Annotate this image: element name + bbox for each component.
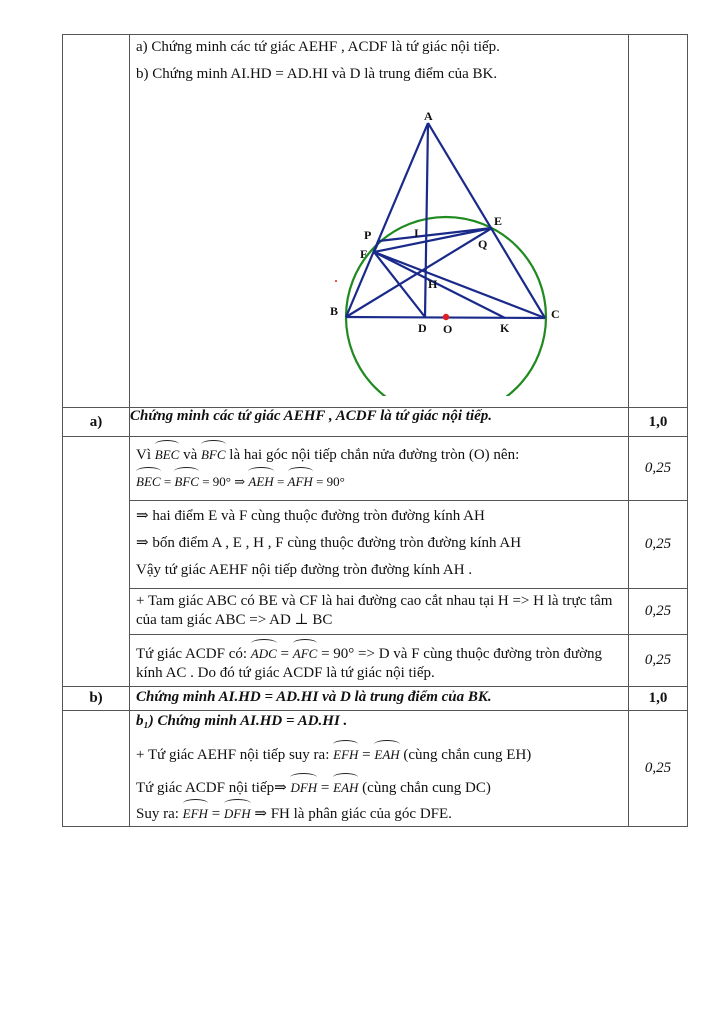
label-F: F xyxy=(360,247,368,261)
segment-FK xyxy=(374,252,505,318)
text-bisector: ⇒ FH là phân giác của góc DFE. xyxy=(254,806,452,822)
text-arc-EH: (cùng chắn cung EH) xyxy=(403,747,532,763)
stray-dot xyxy=(335,280,337,282)
part-b-subheading: b₁) Chứng minh AI.HD = AD.HI . xyxy=(136,713,348,729)
part-a-row-1-content xyxy=(130,437,629,501)
part-b-heading-row xyxy=(63,687,688,711)
label-D: D xyxy=(418,321,427,335)
angle-BFC-eq: BFC xyxy=(174,469,199,491)
text-arc-DC: (cùng chắn cung DC) xyxy=(362,780,491,796)
part-b-row-1-score: 0,25 xyxy=(629,711,688,827)
label-H: H xyxy=(428,277,438,291)
angle-ADC: ADC xyxy=(251,641,277,663)
figure-lines xyxy=(346,123,545,318)
text-va: và xyxy=(183,447,198,463)
center-point xyxy=(443,314,449,320)
empty-score-cell xyxy=(629,35,688,408)
text-suy-ra: Suy ra: xyxy=(136,806,179,822)
part-a-row-4 xyxy=(63,635,688,687)
text-acdf-intro: Tứ giác ACDF có: xyxy=(136,646,248,662)
part-a-row-3 xyxy=(63,589,688,635)
label-A: A xyxy=(424,109,433,123)
part-a-label: a) xyxy=(63,408,130,437)
angle-EFH-2: EFH xyxy=(183,801,208,823)
part-a-heading-row xyxy=(63,408,688,437)
text-reason: là hai góc nội tiếp chắn nửa đường tròn (O) nên: xyxy=(229,447,520,463)
label-I: I xyxy=(414,226,419,240)
text-eq-90b: = 90° xyxy=(316,474,345,489)
label-Q: Q xyxy=(478,237,488,251)
part-a-row-2 xyxy=(63,501,688,589)
angle-DFH: DFH xyxy=(290,775,317,797)
part-b-score: 1,0 xyxy=(629,687,688,711)
part-a-row-2-line-3: Vậy tứ giác AEHF nội tiếp đường tròn đường kính AH . xyxy=(136,562,473,578)
part-b-heading: Chứng minh AI.HD = AD.HI và D là trung điểm của BK. xyxy=(130,687,629,711)
label-B: B xyxy=(330,304,339,318)
text-aehf-intro: + Tứ giác AEHF nội tiếp suy ra: xyxy=(136,747,330,763)
empty-label-cell xyxy=(63,35,130,408)
part-a-row-2-line-1: ⇒ hai điểm E và F cùng thuộc đường tròn đường kính AH xyxy=(136,508,485,524)
part-a-row-3-line-1: + Tam giác ABC có BE và CF là hai đường cao cắt nhau tại H => H là trực tâm của tam giác ABC => AD ⊥ BC xyxy=(136,593,613,628)
angle-EAH: EAH xyxy=(374,742,399,764)
geometry-figure xyxy=(130,86,610,396)
text-acdf-conclusion: = 90° => D và F cùng thuộc đường tròn đường kính AC . Do đó tứ giác ACDF là tứ giác nội tiếp. xyxy=(136,646,603,681)
text-vi: Vì xyxy=(136,447,151,463)
problem-cell xyxy=(130,35,629,408)
solution-table xyxy=(62,34,688,827)
label-C: C xyxy=(551,307,560,321)
angle-AFC: AFC xyxy=(293,641,318,663)
part-b-spacer xyxy=(63,711,130,827)
angle-DFH-2: DFH xyxy=(224,801,251,823)
part-a-row-4-score: 0,25 xyxy=(629,635,688,687)
part-a-row-3-score: 0,25 xyxy=(629,589,688,635)
part-a-score: 1,0 xyxy=(629,408,688,437)
part-a-row-3-content xyxy=(130,589,629,635)
segment-AB xyxy=(346,123,428,317)
angle-BEC: BEC xyxy=(155,442,180,464)
part-b-line-2: Tứ giác ACDF nội tiếp⇒ DFH = EAH (cùng chắn cung DC) xyxy=(130,767,628,800)
part-a-row-2-content xyxy=(130,501,629,589)
label-P: P xyxy=(364,228,372,242)
part-a-row-4-content xyxy=(130,635,629,687)
part-b-line-1: + Tứ giác AEHF nội tiếp suy ra: EFH = EAH (cùng chắn cung EH) xyxy=(130,733,628,767)
angle-AEH: AEH xyxy=(248,469,273,491)
angle-AFH: AFH xyxy=(288,469,313,491)
part-b-line-3: Suy ra: EFH = DFH ⇒ FH là phân giác của góc DFE. xyxy=(130,800,628,826)
part-b-row-1-content xyxy=(130,711,629,827)
part-a-row-1-line-2: BEC = BFC = 90° ⇒ AEH = AFH = 90° xyxy=(130,467,628,493)
angle-EFH: EFH xyxy=(333,742,358,764)
problem-row xyxy=(63,35,688,408)
problem-line-a: a) Chứng minh các tứ giác AEHF , ACDF là tứ giác nội tiếp. xyxy=(136,39,500,55)
angle-BFC: BFC xyxy=(201,442,226,464)
text-eq-90: = 90° ⇒ xyxy=(202,474,246,489)
part-b-label: b) xyxy=(63,687,130,711)
text-acdf-intro-b: Tứ giác ACDF nội tiếp⇒ xyxy=(136,780,287,796)
part-a-row-1 xyxy=(63,437,688,501)
part-a-row-1-line-1 xyxy=(130,437,628,467)
label-O: O xyxy=(443,322,453,336)
part-a-heading: Chứng minh các tứ giác AEHF , ACDF là tứ giác nội tiếp. xyxy=(130,408,629,437)
part-a-row-4-line-1: Tứ giác ACDF có: ADC = AFC = 90° => D và F cùng thuộc đường tròn đường kính AC . Do đó tứ giác ACDF là tứ giác nội tiếp. xyxy=(130,635,628,685)
part-a-row-2-score: 0,25 xyxy=(629,501,688,589)
angle-EAH-2: EAH xyxy=(333,775,358,797)
part-a-row-1-score: 0,25 xyxy=(629,437,688,501)
part-b-row-1 xyxy=(63,711,688,827)
angle-BEC-eq: BEC xyxy=(136,469,161,491)
part-a-row-2-line-2: ⇒ bốn điểm A , E , H , F cùng thuộc đường tròn đường kính AH xyxy=(136,535,522,551)
part-a-spacer xyxy=(63,437,130,687)
problem-line-b: b) Chứng minh AI.HD = AD.HI và D là trung điểm của BK. xyxy=(136,66,498,82)
label-E: E xyxy=(494,214,503,228)
label-K: K xyxy=(500,321,510,335)
